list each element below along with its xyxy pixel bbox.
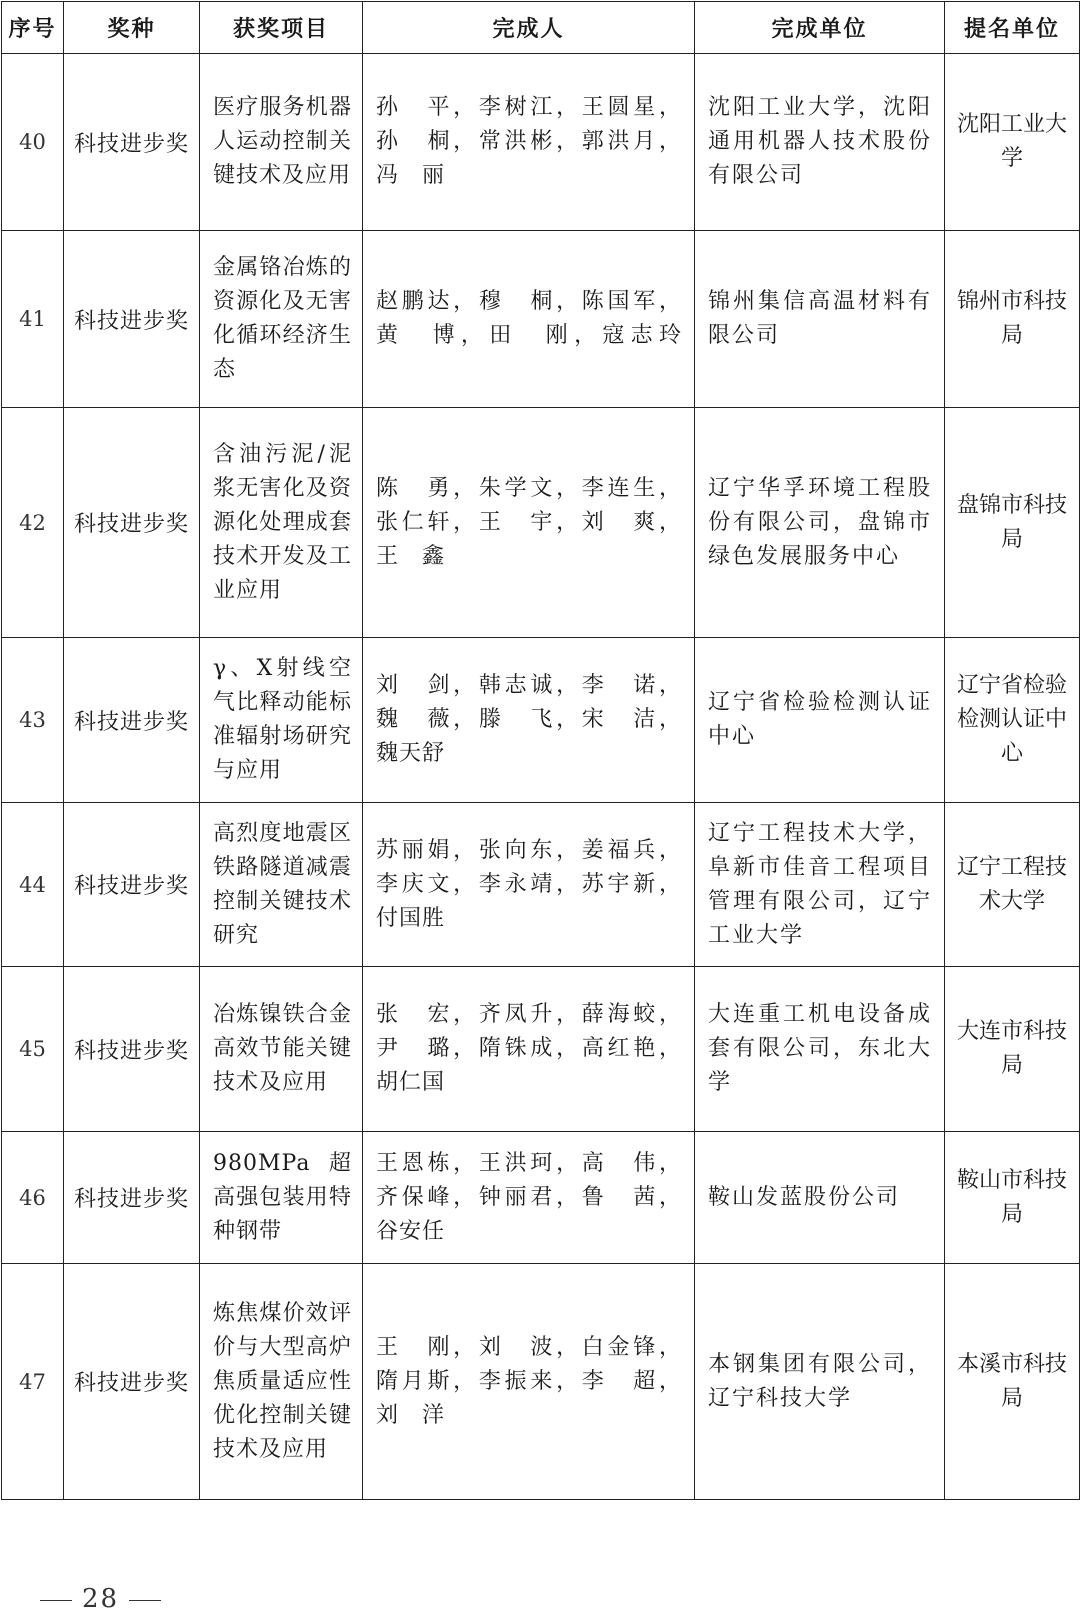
person-line: 陈 勇，朱学文，李连生，	[376, 475, 682, 501]
person-line: 张仁轩，王 宇，刘 爽，	[376, 509, 682, 535]
table-row	[2, 638, 1080, 803]
person-line: 王恩栋，王洪珂，高 伟，	[376, 1150, 682, 1176]
row-units: 本钢集团有限公司，辽宁科技大学	[695, 1264, 945, 1500]
person-line: 刘 剑，韩志诚，李 诺，	[376, 673, 682, 698]
person-line: 王 鑫	[376, 543, 446, 569]
row-no: 47	[2, 1264, 64, 1500]
person-line: 王 刚，刘 波，白金锋，	[376, 1334, 682, 1360]
person-line: 苏丽娟，张向东，姜福兵，	[376, 837, 682, 863]
row-units: 辽宁省检验检测认证中心	[695, 638, 945, 803]
row-persons	[363, 1264, 695, 1500]
person-line: 刘 洋	[376, 1402, 446, 1428]
row-no: 45	[2, 967, 64, 1132]
row-award-type: 科技进步奖	[64, 54, 200, 231]
person-line: 黄 博，田 刚，寇志玲	[376, 323, 682, 348]
person-line: 赵鹏达，穆 桐，陈国军，	[376, 289, 682, 314]
row-units: 辽宁华孚环境工程股份有限公司，盘锦市绿色发展服务中心	[695, 408, 945, 638]
person-line: 魏天舒	[376, 741, 446, 766]
row-project: 高烈度地震区铁路隧道减震控制关键技术研究	[200, 803, 363, 967]
header-persons: 完成人	[363, 2, 695, 54]
row-no: 43	[2, 638, 64, 803]
award-table	[1, 1, 1080, 1500]
person-line: 隋月斯，李振来，李 超，	[376, 1368, 682, 1394]
row-project: 含油污泥/泥浆无害化及资源化处理成套技术开发及工业应用	[200, 408, 363, 638]
footer-dash-left	[40, 1600, 72, 1601]
row-units: 锦州集信高温材料有限公司	[695, 231, 945, 408]
table-row	[2, 231, 1080, 408]
page-number: 28	[82, 1584, 120, 1614]
row-nominator: 沈阳工业大学	[945, 54, 1080, 231]
person-line: 孙 桐，常洪彬，郭洪月，	[376, 129, 682, 154]
footer-dash-right	[129, 1600, 161, 1601]
row-nominator: 辽宁工程技术大学	[945, 803, 1080, 967]
row-award-type: 科技进步奖	[64, 967, 200, 1132]
table-row	[2, 1264, 1080, 1500]
row-no: 40	[2, 54, 64, 231]
row-nominator: 鞍山市科技局	[945, 1132, 1080, 1264]
row-persons	[363, 1132, 695, 1264]
row-nominator: 辽宁省检验检测认证中心	[945, 638, 1080, 803]
table-row	[2, 967, 1080, 1132]
row-project: 冶炼镍铁合金高效节能关键技术及应用	[200, 967, 363, 1132]
person-line: 李庆文，李永靖，苏宇新，	[376, 871, 682, 897]
row-award-type: 科技进步奖	[64, 638, 200, 803]
table-row	[2, 803, 1080, 967]
row-award-type: 科技进步奖	[64, 1264, 200, 1500]
row-nominator: 本溪市科技局	[945, 1264, 1080, 1500]
header-row	[2, 2, 1080, 54]
row-no: 46	[2, 1132, 64, 1264]
person-line: 冯 丽	[376, 163, 446, 188]
person-line: 孙 平，李树江，王圆星，	[376, 95, 682, 120]
person-line: 胡仁国	[376, 1070, 446, 1095]
table-row	[2, 1132, 1080, 1264]
row-nominator: 锦州市科技局	[945, 231, 1080, 408]
row-award-type: 科技进步奖	[64, 408, 200, 638]
table-row	[2, 408, 1080, 638]
row-project: 金属铬冶炼的资源化及无害化循环经济生态	[200, 231, 363, 408]
page-footer	[30, 1584, 171, 1614]
row-nominator: 大连市科技局	[945, 967, 1080, 1132]
row-persons	[363, 967, 695, 1132]
row-award-type: 科技进步奖	[64, 1132, 200, 1264]
row-units: 辽宁工程技术大学，阜新市佳音工程项目管理有限公司，辽宁工业大学	[695, 803, 945, 967]
row-no: 41	[2, 231, 64, 408]
row-project: 医疗服务机器人运动控制关键技术及应用	[200, 54, 363, 231]
person-line: 尹 璐，隋铢成，高红艳，	[376, 1036, 682, 1061]
person-line: 谷安任	[376, 1218, 446, 1244]
row-units: 大连重工机电设备成套有限公司，东北大学	[695, 967, 945, 1132]
row-project: 炼焦煤价效评价与大型高炉焦质量适应性优化控制关键技术及应用	[200, 1264, 363, 1500]
row-project: 980MPa 超高强包装用特种钢带	[200, 1132, 363, 1264]
row-persons	[363, 803, 695, 967]
person-line: 付国胜	[376, 905, 446, 931]
person-line: 齐保峰，钟丽君，鲁 茜，	[376, 1184, 682, 1210]
header-project: 获奖项目	[200, 2, 363, 54]
row-persons	[363, 408, 695, 638]
row-award-type: 科技进步奖	[64, 231, 200, 408]
row-persons	[363, 54, 695, 231]
row-no: 44	[2, 803, 64, 967]
row-nominator: 盘锦市科技局	[945, 408, 1080, 638]
row-no: 42	[2, 408, 64, 638]
row-units: 沈阳工业大学，沈阳通用机器人技术股份有限公司	[695, 54, 945, 231]
header-award-type: 奖种	[64, 2, 200, 54]
row-persons	[363, 231, 695, 408]
row-persons	[363, 638, 695, 803]
table-row	[2, 54, 1080, 231]
row-project: γ、X射线空气比释动能标准辐射场研究与应用	[200, 638, 363, 803]
person-line: 魏 薇，滕 飞，宋 洁，	[376, 707, 682, 732]
header-no: 序号	[2, 2, 64, 54]
row-units: 鞍山发蓝股份公司	[695, 1132, 945, 1264]
person-line: 张 宏，齐凤升，薛海蛟，	[376, 1002, 682, 1027]
header-nominator: 提名单位	[945, 2, 1080, 54]
row-award-type: 科技进步奖	[64, 803, 200, 967]
table-header	[2, 2, 1080, 54]
table-body	[2, 54, 1080, 1500]
header-units: 完成单位	[695, 2, 945, 54]
